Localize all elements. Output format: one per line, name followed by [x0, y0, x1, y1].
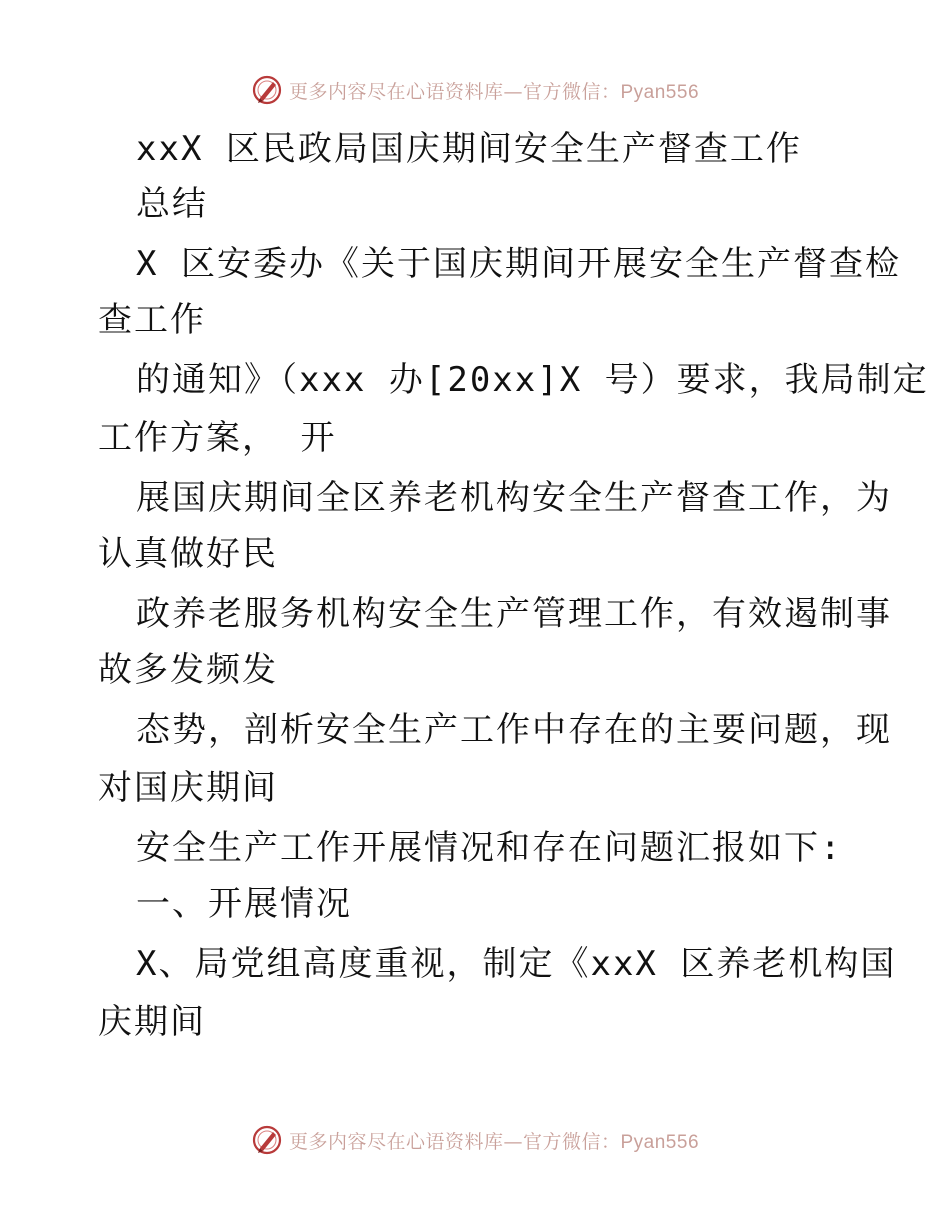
footer-watermark	[0, 1120, 950, 1160]
paragraph-line: 庆期间	[98, 1002, 206, 1042]
watermark-text: 更多内容尽在心语资料库—官方微信：Pyan556	[288, 80, 700, 103]
paragraph-line: X 区安委办《关于国庆期间开展安全生产督查检	[136, 244, 901, 284]
paragraph-line: 态势，剖析安全生产工作中存在的主要问题，现	[136, 710, 892, 750]
document-title-line-2: 总结	[136, 184, 208, 224]
paragraph-line: 安全生产工作开展情况和存在问题汇报如下:	[136, 828, 843, 868]
pen-logo-icon	[251, 74, 283, 106]
section-heading: 一、开展情况	[136, 884, 352, 924]
paragraph-line: 工作方案， 开	[98, 418, 337, 458]
paragraph-line: 政养老服务机构安全生产管理工作，有效遏制事	[136, 594, 892, 634]
watermark-text: 更多内容尽在心语资料库—官方微信：Pyan556	[288, 1130, 700, 1153]
paragraph-line: 展国庆期间全区养老机构安全生产督查工作，为	[136, 478, 892, 518]
pen-logo-icon	[251, 1124, 283, 1156]
paragraph-line: 认真做好民	[98, 534, 278, 574]
paragraph-line: 对国庆期间	[98, 768, 278, 808]
paragraph-line: X、局党组高度重视，制定《xxX 区养老机构国	[136, 944, 897, 984]
paragraph-line: 故多发频发	[98, 650, 278, 690]
document-title-line-1: xxX 区民政局国庆期间安全生产督查工作	[136, 129, 802, 169]
header-watermark	[0, 70, 950, 110]
paragraph-line: 的通知》（xxx 办[20xx]X 号）要求，我局制定	[136, 360, 929, 400]
paragraph-line: 查工作	[98, 300, 206, 340]
